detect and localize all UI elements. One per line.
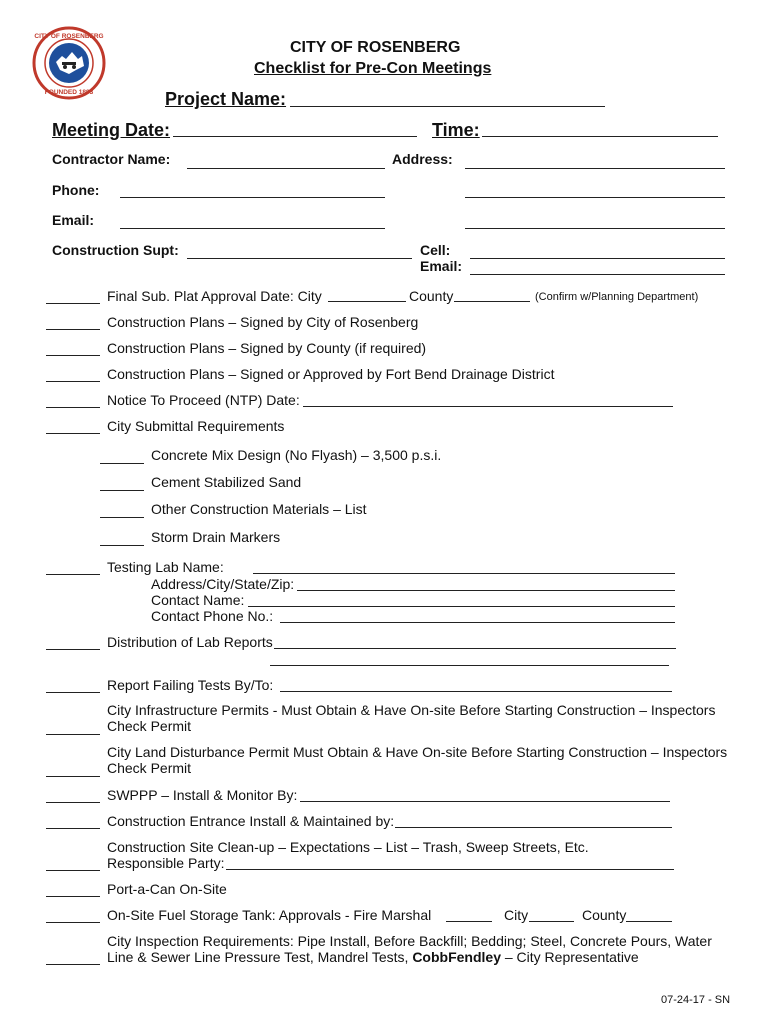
infra-permits-line1: City Infrastructure Permits - Must Obtain & Have On-site Before Starting Construction – Inspectors: [107, 702, 716, 718]
footer-code: 07-24-17 - SN: [661, 994, 731, 1006]
svg-text:FOUNDED 1893: FOUNDED 1893: [44, 89, 94, 96]
entrance-field[interactable]: [395, 827, 672, 828]
check-cleanup[interactable]: [46, 870, 100, 871]
lab-name-label: Testing Lab Name:: [107, 559, 224, 575]
cell-label: Cell:: [420, 242, 451, 258]
contractor-name-field[interactable]: [187, 168, 385, 169]
fuel-label: On-Site Fuel Storage Tank: Approvals - Fire Marshal: [107, 907, 432, 923]
check-testing-lab[interactable]: [46, 574, 100, 575]
final-plat-county-field[interactable]: [454, 301, 530, 302]
inspection-line2-rep: – City Representative: [500, 949, 639, 965]
lab-contact-field[interactable]: [248, 606, 675, 607]
plans-county-label: Construction Plans – Signed by County (if required): [107, 340, 427, 356]
check-portacan[interactable]: [46, 896, 100, 897]
check-sub-other[interactable]: [100, 517, 144, 518]
infra-permits-line2: Check Permit: [107, 718, 192, 734]
lab-reports-field-1[interactable]: [274, 648, 676, 649]
fuel-county-label: County: [582, 907, 627, 923]
portacan-label: Port-a-Can On-Site: [107, 881, 227, 897]
failing-tests-label: Report Failing Tests By/To:: [107, 677, 274, 693]
email2-field[interactable]: [470, 274, 725, 275]
time-field[interactable]: [482, 136, 718, 137]
inspection-line2-text: Line & Sewer Line Pressure Test, Mandrel Tests,: [107, 949, 413, 965]
final-plat-note: (Confirm w/Planning Department): [535, 291, 699, 303]
phone-field[interactable]: [120, 197, 385, 198]
check-fuel[interactable]: [46, 922, 100, 923]
cobbfendley-name: CobbFendley: [412, 949, 501, 965]
lab-address-label: Address/City/State/Zip:: [151, 576, 295, 592]
project-name-label: Project Name:: [165, 89, 287, 109]
check-infra-permits[interactable]: [46, 734, 100, 735]
lab-phone-field[interactable]: [280, 622, 675, 623]
submittals-label: City Submittal Requirements: [107, 418, 285, 434]
inspection-line1: City Inspection Requirements: Pipe Install, Before Backfill; Bedding; Steel, Concrete Pours, Water: [107, 933, 712, 949]
lab-address-field[interactable]: [297, 590, 675, 591]
email2-label: Email:: [420, 258, 463, 274]
check-entrance[interactable]: [46, 828, 100, 829]
fuel-city-label: City: [504, 907, 529, 923]
sub-concrete-label: Concrete Mix Design (No Flyash) – 3,500 p.s.i.: [151, 447, 442, 463]
inspection-line2: [107, 949, 639, 965]
fuel-fire-marshal-field[interactable]: [446, 921, 492, 922]
fuel-city-field[interactable]: [529, 921, 574, 922]
check-sub-storm[interactable]: [100, 545, 144, 546]
meeting-date-field[interactable]: [173, 136, 417, 137]
city-heading: CITY OF ROSENBERG: [290, 39, 461, 56]
plans-fbdd-label: Construction Plans – Signed or Approved by Fort Bend Drainage District: [107, 366, 555, 382]
plans-city-label: Construction Plans – Signed by City of Rosenberg: [107, 314, 419, 330]
ntp-label: Notice To Proceed (NTP) Date:: [107, 392, 300, 408]
lab-reports-field-2[interactable]: [270, 665, 669, 666]
email-field[interactable]: [120, 228, 385, 229]
phone-label: Phone:: [52, 182, 100, 198]
check-plans-county[interactable]: [46, 355, 100, 356]
address-field-2[interactable]: [465, 197, 725, 198]
cleanup-line1: Construction Site Clean-up – Expectations – List – Trash, Sweep Streets, Etc.: [107, 839, 589, 855]
check-land-permit[interactable]: [46, 776, 100, 777]
swppp-label: SWPPP – Install & Monitor By:: [107, 787, 298, 803]
failing-tests-field[interactable]: [280, 691, 672, 692]
form-title: Checklist for Pre-Con Meetings: [254, 60, 492, 77]
lab-contact-label: Contact Name:: [151, 592, 245, 608]
check-plans-fbdd[interactable]: [46, 381, 100, 382]
construction-supt-field[interactable]: [187, 258, 412, 259]
sub-cement-label: Cement Stabilized Sand: [151, 474, 302, 490]
final-plat-label: Final Sub. Plat Approval Date: City: [107, 288, 322, 304]
check-ntp[interactable]: [46, 407, 100, 408]
land-permit-line2: Check Permit: [107, 760, 192, 776]
lab-name-field[interactable]: [253, 573, 675, 574]
address-field-1[interactable]: [465, 168, 725, 169]
ntp-date-field[interactable]: [303, 406, 673, 407]
cell-field[interactable]: [470, 258, 725, 259]
sub-storm-label: Storm Drain Markers: [151, 529, 281, 545]
check-sub-concrete[interactable]: [100, 463, 144, 464]
check-final-plat[interactable]: [46, 303, 100, 304]
check-swppp[interactable]: [46, 802, 100, 803]
final-plat-city-field[interactable]: [328, 301, 406, 302]
check-submittals[interactable]: [46, 433, 100, 434]
sub-other-label: Other Construction Materials – List: [151, 501, 367, 517]
check-inspection[interactable]: [46, 964, 100, 965]
city-seal-logo: [32, 26, 106, 100]
entrance-label: Construction Entrance Install & Maintained by:: [107, 813, 395, 829]
check-sub-cement[interactable]: [100, 490, 144, 491]
lab-phone-label: Contact Phone No.:: [151, 608, 274, 624]
responsible-party-field[interactable]: [226, 869, 674, 870]
time-label: Time:: [432, 120, 480, 140]
project-name-field[interactable]: [290, 106, 605, 107]
final-plat-county-label: County: [409, 288, 454, 304]
check-plans-city[interactable]: [46, 329, 100, 330]
land-permit-line1: City Land Disturbance Permit Must Obtain & Have On-site Before Starting Construction – Inspectors: [107, 744, 728, 760]
meeting-date-label: Meeting Date:: [52, 120, 171, 140]
email-label: Email:: [52, 212, 95, 228]
fuel-county-field[interactable]: [626, 921, 672, 922]
contractor-name-label: Contractor Name:: [52, 151, 171, 167]
address-label: Address:: [392, 151, 453, 167]
check-failing-tests[interactable]: [46, 692, 100, 693]
lab-reports-label: Distribution of Lab Reports: [107, 634, 273, 650]
address-field-3[interactable]: [465, 228, 725, 229]
check-lab-reports[interactable]: [46, 649, 100, 650]
svg-text:CITY OF ROSENBERG: CITY OF ROSENBERG: [34, 33, 104, 40]
construction-supt-label: Construction Supt:: [52, 242, 179, 258]
swppp-field[interactable]: [300, 801, 670, 802]
cleanup-line2: Responsible Party:: [107, 855, 225, 871]
